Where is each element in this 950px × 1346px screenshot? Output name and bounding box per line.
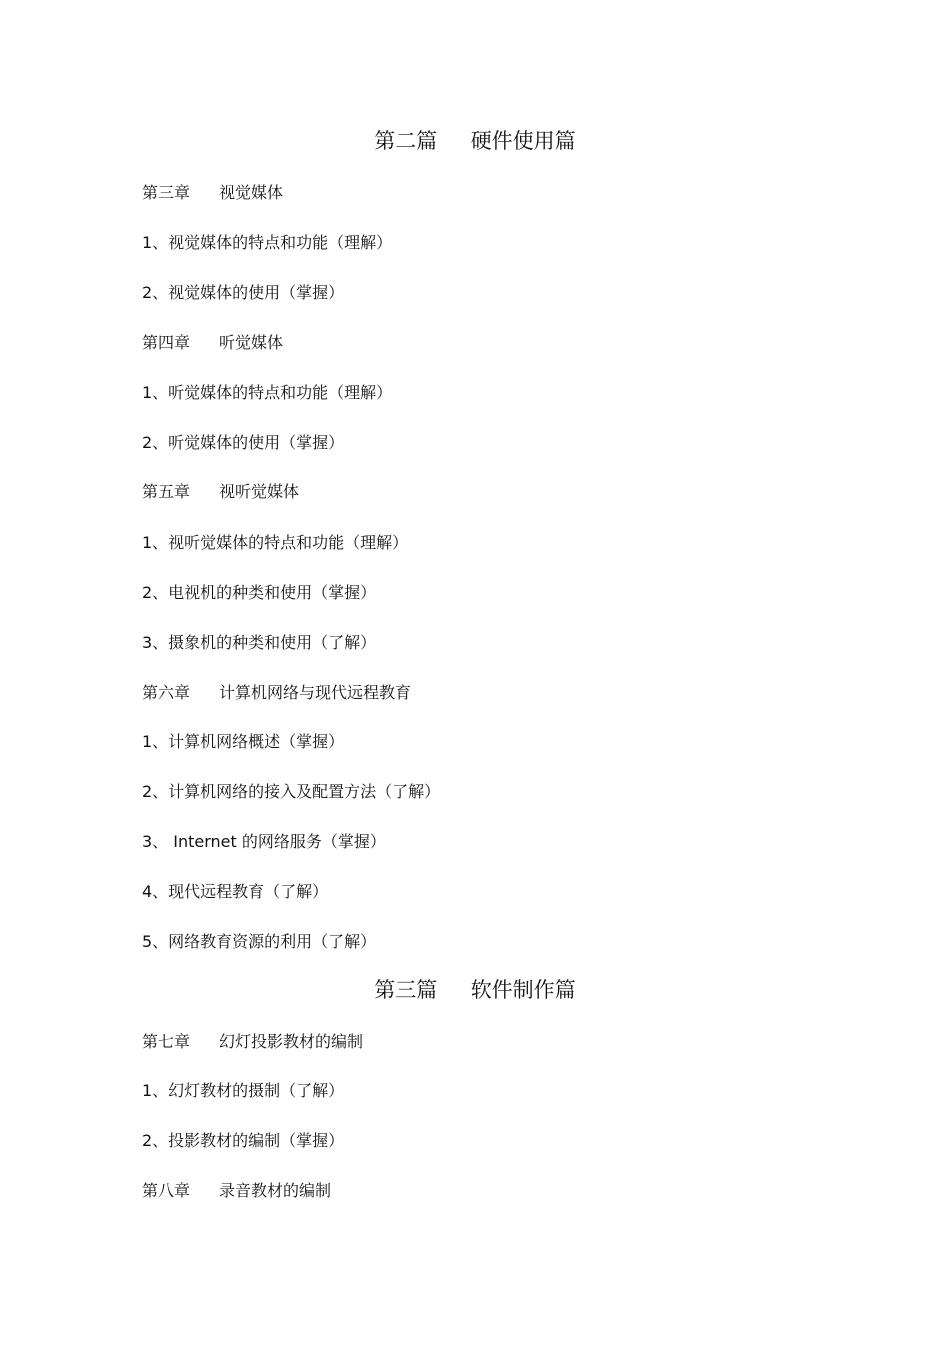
chapter-name: 视听觉媒体 bbox=[219, 482, 300, 501]
part-number: 第三篇 bbox=[374, 978, 438, 1002]
part-title bbox=[0, 128, 950, 154]
list-item: 2、计算机网络的接入及配置方法（了解） bbox=[142, 782, 441, 801]
chapter-number: 第七章 bbox=[142, 1032, 191, 1051]
chapter-heading bbox=[142, 682, 411, 704]
chapter-number: 第四章 bbox=[142, 333, 191, 352]
part-title bbox=[0, 977, 950, 1003]
part-number: 第二篇 bbox=[374, 129, 438, 153]
list-item: 2、电视机的种类和使用（掌握） bbox=[142, 583, 377, 602]
chapter-heading bbox=[142, 182, 283, 204]
list-item: 1、计算机网络概述（掌握） bbox=[142, 732, 345, 751]
chapter-heading bbox=[142, 481, 299, 503]
list-item: 1、视听觉媒体的特点和功能（理解） bbox=[142, 533, 409, 552]
list-item: 1、听觉媒体的特点和功能（理解） bbox=[142, 383, 393, 402]
list-item: 3、 Internet 的网络服务（掌握） bbox=[142, 832, 386, 851]
list-item: 2、听觉媒体的使用（掌握） bbox=[142, 433, 345, 452]
chapter-name: 幻灯投影教材的编制 bbox=[219, 1032, 364, 1051]
list-item: 1、幻灯教材的摄制（了解） bbox=[142, 1081, 345, 1100]
part-name: 软件制作篇 bbox=[470, 978, 576, 1002]
list-item: 2、视觉媒体的使用（掌握） bbox=[142, 283, 345, 302]
chapter-number: 第八章 bbox=[142, 1181, 191, 1200]
chapter-name: 录音教材的编制 bbox=[219, 1181, 332, 1200]
chapter-number: 第三章 bbox=[142, 183, 191, 202]
part-name: 硬件使用篇 bbox=[470, 129, 576, 153]
list-item: 4、现代远程教育（了解） bbox=[142, 882, 329, 901]
chapter-heading bbox=[142, 1180, 331, 1202]
chapter-name: 听觉媒体 bbox=[219, 333, 284, 352]
list-item: 3、摄象机的种类和使用（了解） bbox=[142, 633, 377, 652]
list-item: 1、视觉媒体的特点和功能（理解） bbox=[142, 233, 393, 252]
chapter-heading bbox=[142, 1031, 363, 1053]
list-item: 2、投影教材的编制（掌握） bbox=[142, 1131, 345, 1150]
chapter-name: 计算机网络与现代远程教育 bbox=[219, 683, 412, 702]
chapter-number: 第五章 bbox=[142, 482, 191, 501]
chapter-number: 第六章 bbox=[142, 683, 191, 702]
chapter-heading bbox=[142, 332, 283, 354]
chapter-name: 视觉媒体 bbox=[219, 183, 284, 202]
list-item: 5、网络教育资源的利用（了解） bbox=[142, 932, 377, 951]
